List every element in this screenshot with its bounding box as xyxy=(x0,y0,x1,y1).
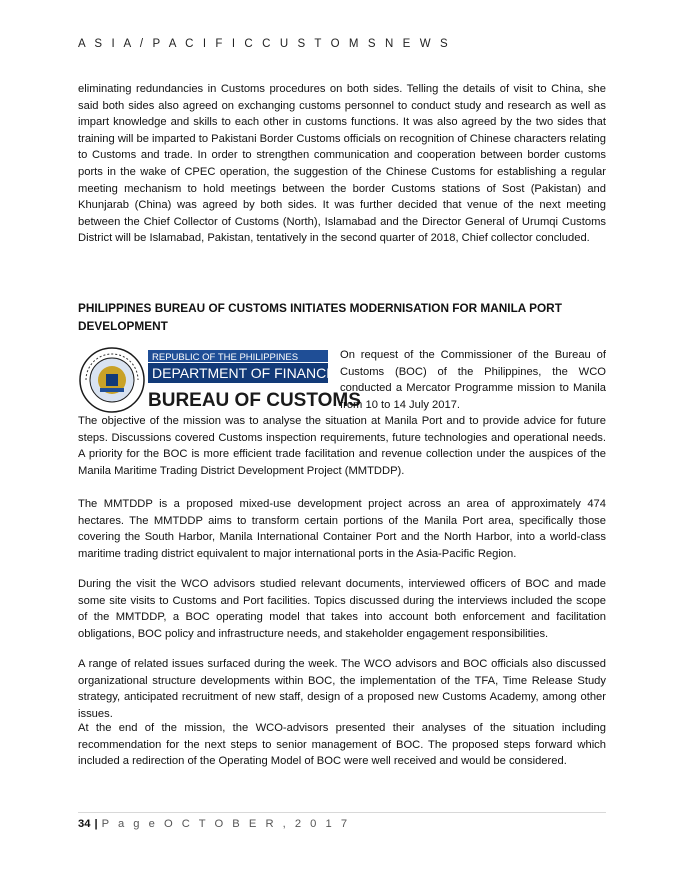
paragraph-text: The objective of the mission was to analyse the situation at Manila Port and to provide advice for future steps. Discussions covered Customs inspection requirements, future technologies and operational needs. A priority for the BOC is more efficient trade facilitation and revenue collection under the auspices of the Manila Maritime Trading District Development Project (MMTDDP). xyxy=(78,415,606,477)
page-label: P a g e O C T O B E R , 2 0 1 7 xyxy=(101,818,351,830)
bureau-of-customs-logo xyxy=(78,344,361,416)
paragraph-text: At the end of the mission, the WCO-advisors presented their analyses of the situation including recommendation for the next steps to senior management of BOC. The proposed steps forward which included a redirection of the Operating Model of BOC were well received and would be considered. xyxy=(78,722,606,768)
paragraph-text: The MMTDDP is a proposed mixed-use development project across an area of approximately 474 hectares. The MMTDDP aims to transform certain portions of the Manila Port area, specifically those covering the South Harbor, Manila International Container Port and the North Harbor, into a world-class maritime trading district equivalent to major international ports in the Asia-Pacific Region. xyxy=(78,498,606,560)
logo-line3: BUREAU OF CUSTOMS xyxy=(148,390,361,411)
footer-divider xyxy=(78,812,606,813)
page-footer xyxy=(78,818,350,830)
paragraph-text: A range of related issues surfaced during the week. The WCO advisors and BOC officials also discussed organizational structure developments within BOC, the implementation of the TFA, Time Release Study strategy, anticipated recruitment of new staff, design of a proposed new Customs Academy, among other issues. xyxy=(78,658,606,720)
logo-line1: REPUBLIC OF THE PHILIPPINES xyxy=(152,352,299,363)
article-paragraph-5 xyxy=(78,720,606,770)
article-paragraph-4 xyxy=(78,656,606,722)
running-header: A S I A / P A C I F I C C U S T O M S N E W S xyxy=(78,38,451,50)
intro-paragraph: On request of the Commissioner of the Bureau of Customs (BOC) of the Philippines, the WCO conducted a Mercator Programme mission to Manila from 10 to 14 July 2017. xyxy=(340,349,606,411)
page-number: 34 xyxy=(78,818,91,830)
article-paragraph-2 xyxy=(78,496,606,562)
article-paragraph-3 xyxy=(78,576,606,642)
seal-icon xyxy=(80,348,144,412)
intro-continuation xyxy=(78,413,606,479)
article-top-paragraph xyxy=(78,81,606,247)
footer-separator: | xyxy=(94,818,98,830)
article-headline: PHILIPPINES BUREAU OF CUSTOMS INITIATES MODERNISATION FOR MANILA PORT DEVELOPMENT xyxy=(78,301,562,333)
paragraph-text: eliminating redundancies in Customs procedures on both sides. Telling the details of visit to China, she said both sides also agreed on exchanging customs personnel to conduct study and research as well as impart knowledge and skills to each other in customs functions. It was also agreed by the two sides that training will be imparted to Pakistani Border Customs officials on recognition of Chinese characters relating to Customs and trade. In order to strengthen communication and cooperation between border customs ports in the wake of CPEC operation, the suggestion of the Chinese Customs for establishing a regular meeting mechanism to hold meetings between the border Customs stations of Sost (Pakistan) and Khunjarab (China) was agreed by both sides. It was further decided that venue of the next meeting between the Chief Collector of Customs (North), Islamabad and the Director General of Urumqi Customs District will be Islamabad, Pakistan, tentatively in the second quarter of 2018, Chief collector concluded. xyxy=(78,83,606,245)
logo-image xyxy=(78,344,361,416)
intro-right-column xyxy=(340,347,606,413)
paragraph-text: During the visit the WCO advisors studied relevant documents, interviewed officers of BOC and made some site visits to Customs and Port facilities. Topics discussed during the interviews included the scope of the MMTDDP, a BOC operating model that takes into account both enforcement and facilitation obligations, BOC policy and infrastructure needs, and stakeholder engagement responsibilities. xyxy=(78,578,606,640)
logo-line2: DEPARTMENT OF FINANCE xyxy=(152,365,336,381)
